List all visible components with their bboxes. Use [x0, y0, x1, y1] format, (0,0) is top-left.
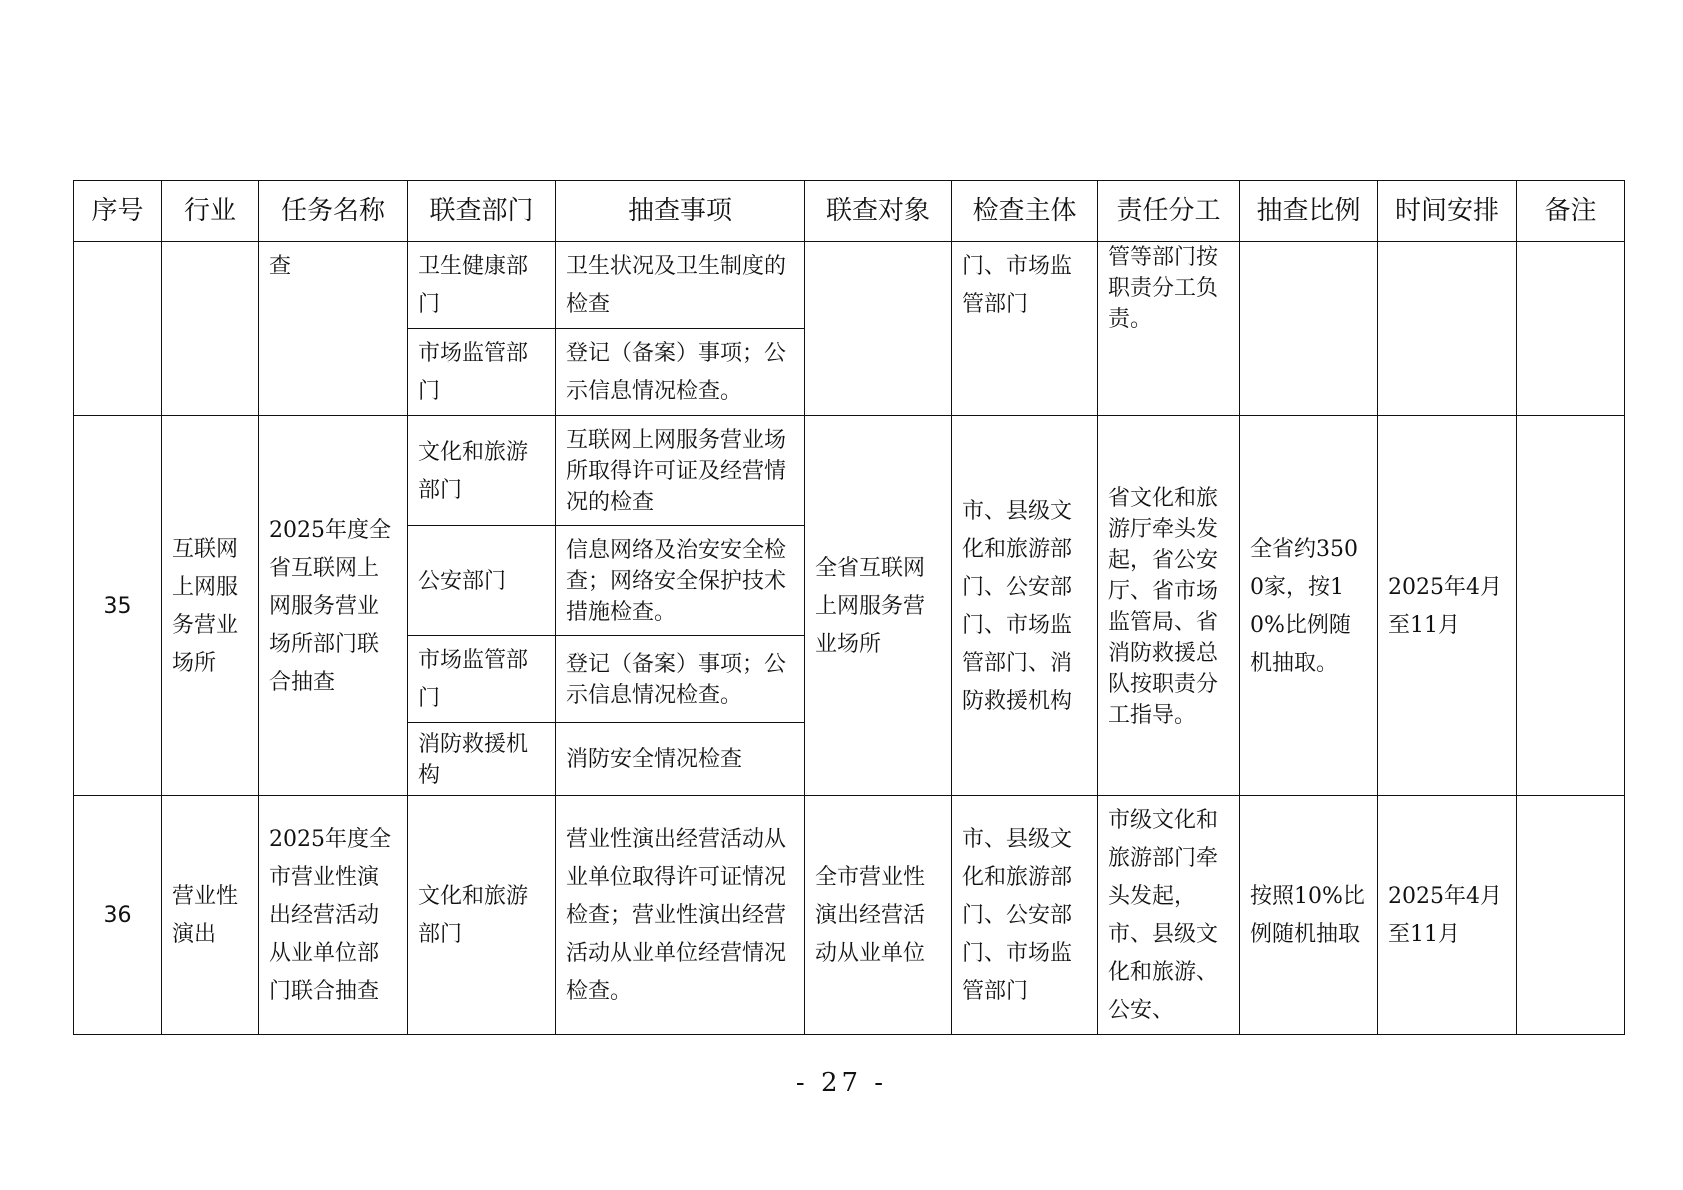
- header-cell: 备注: [1517, 181, 1625, 242]
- cell-note: [1517, 796, 1625, 1035]
- header-cell: 检查主体: [952, 181, 1098, 242]
- header-row: [74, 181, 1625, 242]
- header-cell: 时间安排: [1378, 181, 1517, 242]
- cell-item: 互联网上网服务营业场所取得许可证及经营情况的检查: [556, 416, 805, 526]
- cell-subject: 市、县级文化和旅游部门、公安部门、市场监管部门、消防救援机构: [952, 416, 1098, 796]
- cell-item: 登记（备案）事项；公示信息情况检查。: [556, 636, 805, 723]
- cell-note: [1517, 242, 1625, 416]
- cell-ratio: [1240, 242, 1378, 416]
- cell-time: 2025年4月至11月: [1378, 416, 1517, 796]
- cell-item: 登记（备案）事项；公示信息情况检查。: [556, 329, 805, 416]
- cell-dept: 市场监管部门: [408, 636, 556, 723]
- cell-dept: 市场监管部门: [408, 329, 556, 416]
- cell-industry: [162, 242, 259, 416]
- cell-time: [1378, 242, 1517, 416]
- table-row: [74, 416, 1625, 526]
- cell-dept: 文化和旅游部门: [408, 416, 556, 526]
- cell-no: 35: [74, 416, 162, 796]
- header-cell: 抽查事项: [556, 181, 805, 242]
- cell-ratio: 按照10%比例随机抽取: [1240, 796, 1378, 1035]
- cell-item: 卫生状况及卫生制度的检查: [556, 242, 805, 329]
- cell-task: 2025年度全省互联网上网服务营业场所部门联合抽查: [259, 416, 408, 796]
- cell-note: [1517, 416, 1625, 796]
- header-cell: 行业: [162, 181, 259, 242]
- header-cell: 联查对象: [805, 181, 952, 242]
- cell-object: 全省互联网上网服务营业场所: [805, 416, 952, 796]
- cell-industry: 互联网上网服务营业场所: [162, 416, 259, 796]
- cell-object: [805, 242, 952, 416]
- cell-ratio: 全省约3500家，按10%比例随机抽取。: [1240, 416, 1378, 796]
- header-cell: 抽查比例: [1240, 181, 1378, 242]
- cell-industry: 营业性演出: [162, 796, 259, 1035]
- cell-item: 营业性演出经营活动从业单位取得许可证情况检查；营业性演出经营活动从业单位经营情况检查。: [556, 796, 805, 1035]
- header-cell: 序号: [74, 181, 162, 242]
- cell-duty: 管等部门按职责分工负责。: [1098, 242, 1240, 416]
- header-cell: 联查部门: [408, 181, 556, 242]
- table-row: [74, 796, 1625, 1035]
- page-number: - 27 -: [795, 1068, 888, 1098]
- cell-task: 查: [259, 242, 408, 416]
- cell-subject: 市、县级文化和旅游部门、公安部门、市场监管部门: [952, 796, 1098, 1035]
- header-cell: 任务名称: [259, 181, 408, 242]
- cell-task: 2025年度全市营业性演出经营活动从业单位部门联合抽查: [259, 796, 408, 1035]
- cell-no: 36: [74, 796, 162, 1035]
- cell-duty: 市级文化和旅游部门牵头发起，市、县级文化和旅游、公安、: [1098, 796, 1240, 1035]
- cell-subject: 门、市场监管部门: [952, 242, 1098, 416]
- cell-dept: 文化和旅游部门: [408, 796, 556, 1035]
- inspection-table: [73, 180, 1625, 1035]
- cell-time: 2025年4月至11月: [1378, 796, 1517, 1035]
- cell-dept: 卫生健康部门: [408, 242, 556, 329]
- cell-dept: 消防救援机构: [408, 723, 556, 796]
- cell-dept: 公安部门: [408, 526, 556, 636]
- cell-item: 信息网络及治安安全检查；网络安全保护技术措施检查。: [556, 526, 805, 636]
- table-row: [74, 242, 1625, 329]
- cell-item: 消防安全情况检查: [556, 723, 805, 796]
- cell-no: [74, 242, 162, 416]
- cell-object: 全市营业性演出经营活动从业单位: [805, 796, 952, 1035]
- header-cell: 责任分工: [1098, 181, 1240, 242]
- cell-duty: 省文化和旅游厅牵头发起，省公安厅、省市场监管局、省消防救援总队按职责分工指导。: [1098, 416, 1240, 796]
